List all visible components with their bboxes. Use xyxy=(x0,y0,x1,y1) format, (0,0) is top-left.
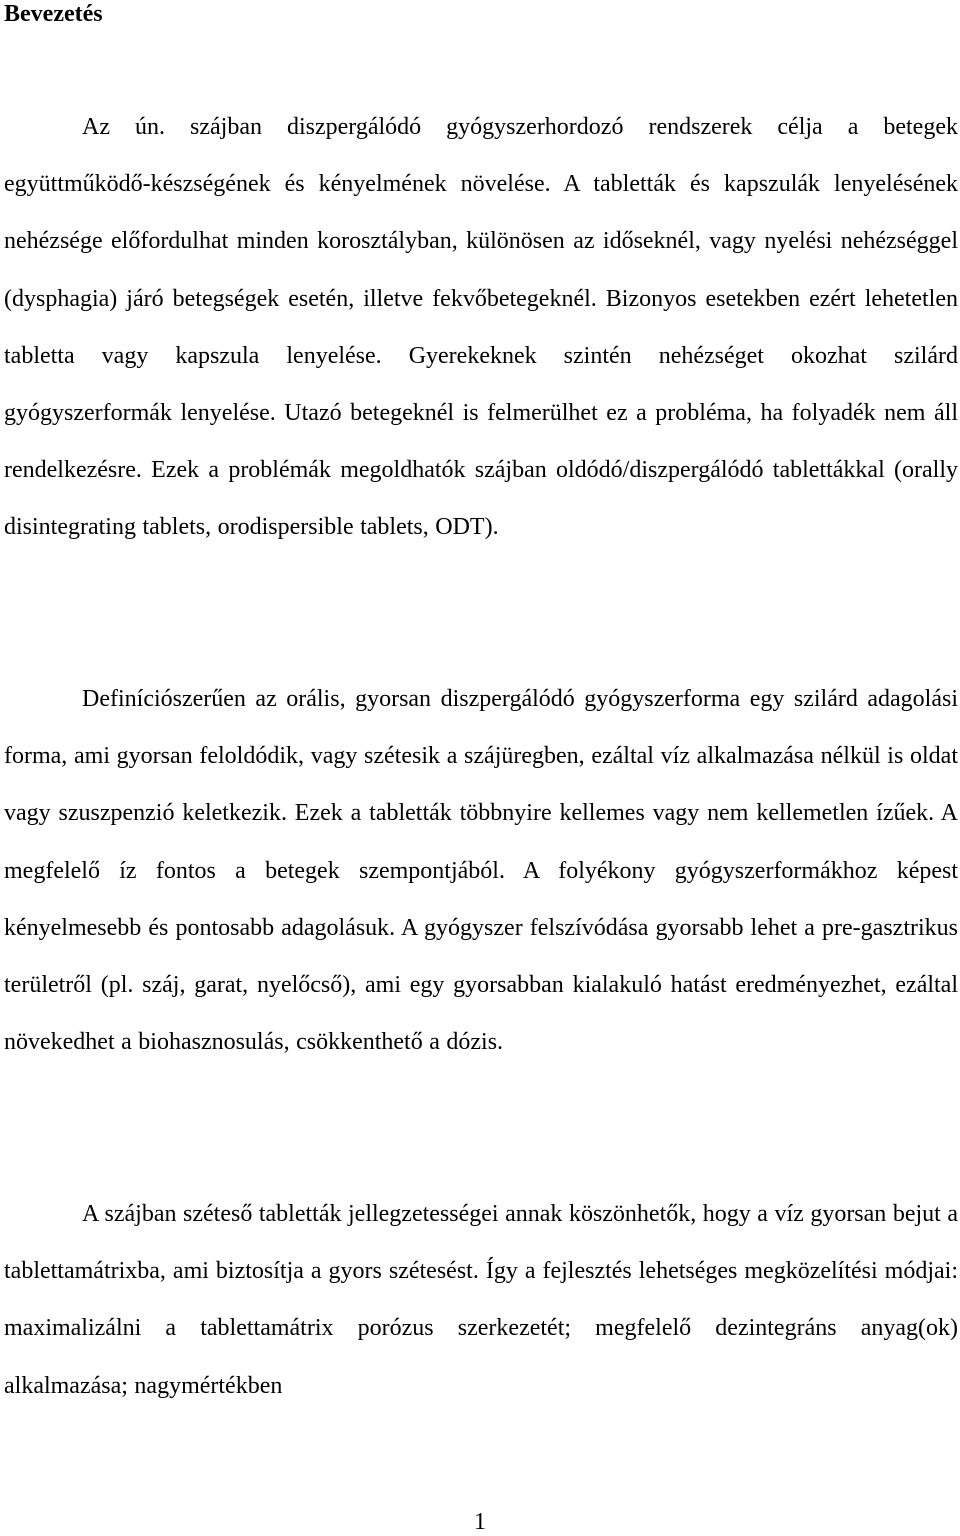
paragraph-3: A szájban széteső tabletták jellegzetességei annak köszönhetők, hogy a víz gyorsan bejut a tablettamátrixba, ami biztosítja a gyors szétesést. Így a fejlesztés lehetséges megközelítési módjai: maximalizálni a tablettamátrix porózus szerkezetét; megfelelő dezintegráns anyag(ok) alkalmazása; nagymértékben xyxy=(4,1201,958,1399)
paragraph-1: Az ún. szájban diszpergálódó gyógyszerhordozó rendszerek célja a betegek együttműködő-készségének és kényelmének növelése. A tabletták és kapszulák lenyelésének nehézsége előfordulhat minden korosztályban, különösen az időseknél, vagy nyelési nehézséggel (dysphagia) járó betegségek esetén, illetve fekvőbetegeknél. Bizonyos esetekben ezért lehetetlen tabletta vagy kapszula lenyelése. Gyerekeknek szintén nehézséget okozhat szilárd gyógyszerformák lenyelése. Utazó betegeknél is felmerülhet ez a probléma, ha folyadék nem áll rendelkezésre. Ezek a problémák megoldhatók szájban oldódó/diszpergálódó tablettákkal (orally disintegrating tablets, orodispersible tablets, ODT). xyxy=(4,114,958,541)
section-heading: Bevezetés xyxy=(4,1,103,27)
paragraph-2: Definíciószerűen az orális, gyorsan diszpergálódó gyógyszerforma egy szilárd adagolási forma, ami gyorsan feloldódik, vagy szétesik a szájüregben, ezáltal víz alkalmazása nélkül is oldat vagy szuszpenzió keletkezik. Ezek a tabletták többnyire kellemes vagy nem kellemetlen ízűek. A megfelelő íz fontos a betegek szempontjából. A folyékony gyógyszerformákhoz képest kényelmesebb és pontosabb adagolásuk. A gyógyszer felszívódása gyorsabb lehet a pre-gasztrikus területről (pl. száj, garat, nyelőcső), ami egy gyorsabban kialakuló hatást eredményezhet, ezáltal növekedhet a biohasznosulás, csökkenthető a dózis. xyxy=(4,686,958,1056)
page-number: 1 xyxy=(474,1509,486,1535)
